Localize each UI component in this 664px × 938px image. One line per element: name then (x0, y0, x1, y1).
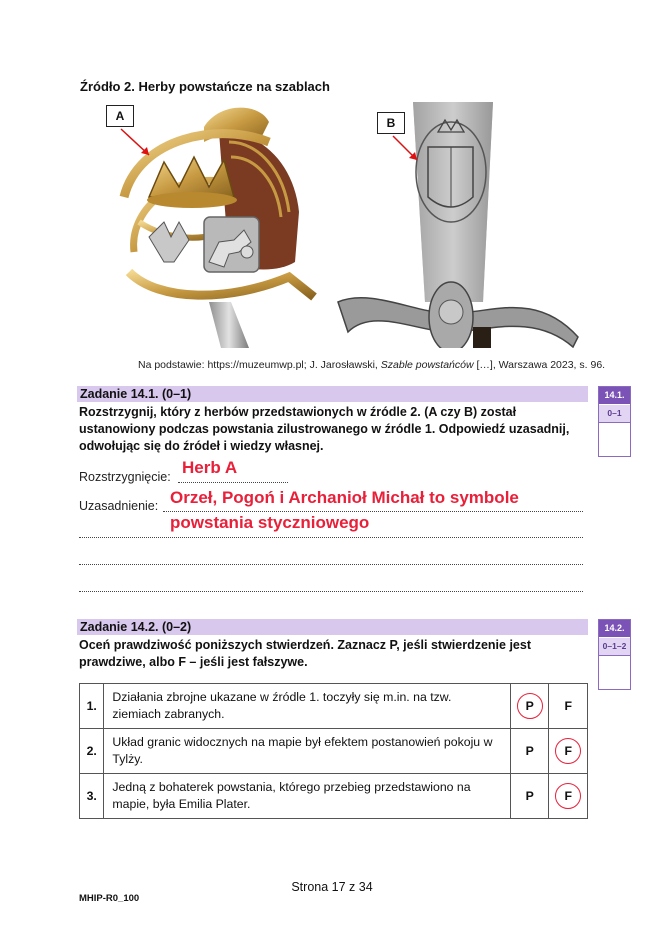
label-b: B (377, 112, 405, 134)
task-14-1-score-box (598, 386, 631, 457)
task-14-1-header: Zadanie 14.1. (0–1) (77, 386, 588, 402)
task-14-1-prompt: Rozstrzygnij, który z herbów przedstawionych w źródle 2. (A czy B) został ustanowiony podczas powstania zilustrowanego w źródle 1. Odpowiedź uzasadnij, odwołując się do źródeł i wiedzy własnej. (79, 405, 570, 453)
task-14-2-points: 0–1–2 (599, 637, 630, 655)
page-number: Strona 17 z 34 (291, 880, 373, 894)
document-code: MHIP-R0_100 (79, 893, 140, 904)
justify-line-3 (79, 564, 583, 565)
justify-answer-line-2: powstania styczniowego (170, 513, 370, 532)
sabre-blade-illustration (333, 102, 583, 348)
justify-line-2 (79, 537, 583, 538)
answer-circle-p: P (517, 693, 543, 719)
option-f[interactable] (549, 774, 588, 819)
table-row (80, 729, 588, 774)
source-title: Źródło 2. Herby powstańcze na szablach (80, 79, 330, 94)
true-false-table (79, 683, 588, 819)
arrow-a-icon (119, 127, 159, 167)
resolve-answer: Herb A (182, 458, 238, 477)
option-f[interactable]: F (549, 684, 588, 729)
option-p[interactable]: P (510, 729, 548, 774)
option-p[interactable]: P (510, 774, 548, 819)
task-14-1-number: 14.1. (599, 387, 630, 404)
answer-circle-f: F (555, 783, 581, 809)
justify-line-4 (79, 591, 583, 592)
task-14-2-score-box (598, 619, 631, 690)
table-row (80, 684, 588, 729)
statement-text: Układ granic widocznych na mapie był efektem postanowień pokoju w Tylży. (104, 729, 511, 774)
sabre-blade-image-b (333, 102, 583, 348)
statement-text: Działania zbrojne ukazane w źródle 1. toczyły się m.in. na tzw. ziemiach zabranych. (104, 684, 511, 729)
task-14-2-prompt: Oceń prawdziwość poniższych stwierdzeń. Zaznacz P, jeśli stwierdzenie jest prawdziwe, albo F – jeśli jest fałszywe. (79, 638, 531, 669)
label-a: A (106, 105, 134, 127)
arrow-b-icon (391, 134, 431, 174)
option-p[interactable] (510, 684, 548, 729)
task-14-2-number: 14.2. (599, 620, 630, 637)
resolve-label: Rozstrzygnięcie: (79, 470, 171, 484)
resolve-line (178, 482, 288, 483)
answer-circle-f: F (555, 738, 581, 764)
table-row (80, 774, 588, 819)
sabre-hilt-image-a (109, 102, 322, 348)
justify-line-1 (163, 511, 583, 512)
row-number: 2. (80, 729, 104, 774)
task-14-1-score-field (599, 422, 630, 456)
task-14-1-points: 0–1 (599, 404, 630, 422)
option-f[interactable] (549, 729, 588, 774)
justify-label: Uzasadnienie: (79, 499, 159, 513)
task-14-2-score-field (599, 655, 630, 689)
source-caption: Na podstawie: https://muzeumwp.pl; J. Jarosławski, Szable powstańców […], Warszawa 2023, s. 96. (138, 359, 606, 371)
row-number: 3. (80, 774, 104, 819)
task-14-2-header: Zadanie 14.2. (0–2) (77, 619, 588, 635)
statement-text: Jedną z bohaterek powstania, którego przebieg przedstawiono na mapie, była Emilia Plater. (104, 774, 511, 819)
row-number: 1. (80, 684, 104, 729)
justify-answer-line-1: Orzeł, Pogoń i Archanioł Michał to symbole (170, 488, 519, 507)
